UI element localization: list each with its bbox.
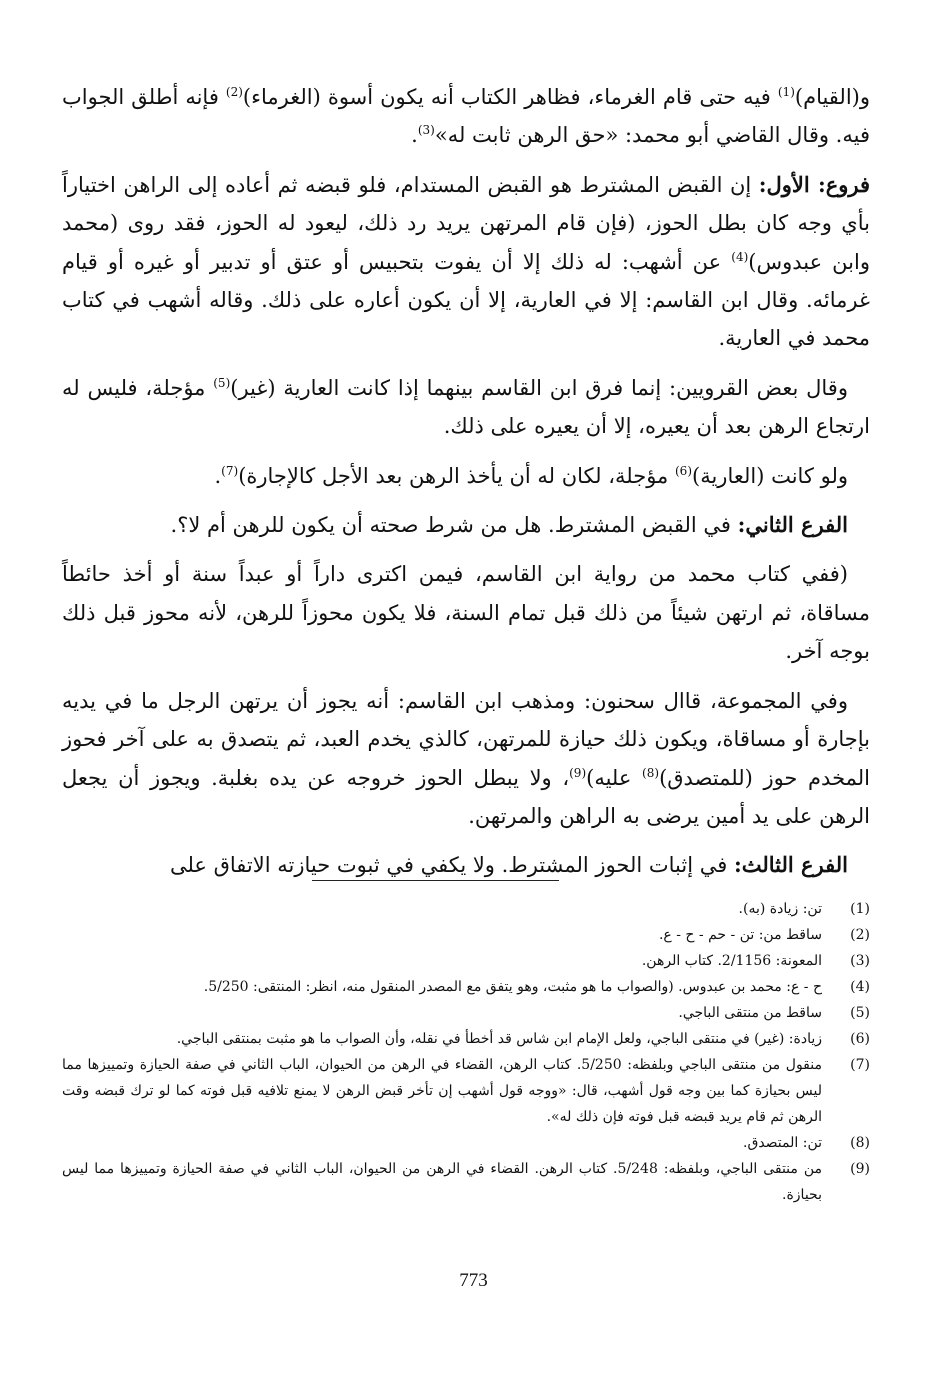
section-heading: الفرع الثاني: [737,512,848,538]
section-heading: الفرع الثالث: [733,852,848,878]
footnote-number: (9) [850,1161,870,1177]
footnote-text: زيادة: (غير) في منتقى الباجي، ولعل الإمام ابن شاس قد أخطأ في نقله، وأن الصواب ما هو مثبت بمنتقى الباجي. [176,1031,822,1047]
paragraph-8 [62,846,870,884]
footnotes [62,896,870,1208]
text-run: عليه) [586,765,643,790]
main-text [62,78,870,896]
text-run: في القبض المشترط. هل من شرط صحته أن يكون للرهن أم لا؟. [170,513,738,538]
footnote-ref-9[interactable]: (9) [569,765,587,780]
footnote-ref-3[interactable]: (3) [417,123,435,138]
footnote-text: تن: زيادة (به). [738,901,822,917]
footnote-number: (6) [850,1031,870,1047]
footnote-number: (1) [850,901,870,917]
footnote-number: (3) [850,953,870,969]
footnote-text: ساقط من منتقى الباجي. [678,1005,822,1021]
text-run: (ففي كتاب محمد من رواية ابن القاسم، فيمن اكترى داراً أو عبداً سنة أو أخذ حائطاً مساقاة، ثم ارتهن شيئاً من ذلك قبل تمام السنة، فلا يكون محوزاً للرهن، لأنه محوز قبل ذلك بوجه آخر. [62,562,870,664]
footnote-item [62,922,870,948]
paragraph-7 [62,682,870,836]
footnote-text: ساقط من: تن - حم - ح - ع. [658,927,822,943]
footnote-number: (7) [850,1057,870,1073]
footnote-number: (8) [850,1135,870,1151]
footnote-item [62,1052,870,1130]
text-run: في إثبات الحوز المشترط. ولا يكفي في ثبوت حيازته الاتفاق على [169,853,734,878]
paragraph-5 [62,506,870,544]
footnote-text: تن: المتصدق. [743,1135,822,1151]
footnote-item [62,1156,870,1208]
footnote-ref-2[interactable]: (2) [225,85,243,99]
footnote-ref-8[interactable]: (8) [642,765,660,780]
footnote-item [62,1130,870,1156]
paragraph-2 [62,166,870,358]
paragraph-1 [62,78,870,155]
footnote-item [62,896,870,922]
text-run: . [214,463,222,488]
footnote-text: من منتقى الباجي، وبلفظه: 5/248. كتاب الرهن. القضاء في الرهن من الحيوان، الباب الثاني في صفة الحيازة وتمييزها مما ليس بحيازة. [62,1161,822,1203]
text-run: فإنه أطلق الجواب فيه. وقال القاضي أبو محمد: «حق الرهن ثابت له» [62,85,870,148]
text-run: وقال بعض القرويين: إنما فرق ابن القاسم بينهما إذا كانت العارية (غير) [230,375,848,400]
text-run: إن القبض المشترط هو القبض المستدام، فلو قبضه ثم أعاده إلى الراهن اختياراً بأي وجه كان بطل الحوز، (فإن قام المرتهن يريد رد ذلك، ليعود له الحوز، فقد روى (محمد وابن عبدوس) [62,172,870,274]
footnote-item [62,974,870,1000]
text-run: ، ولا يبطل الحوز خروجه عن يده بغلبة. ويجوز أن يجعل الرهن على يد أمين يرضى به الراهن والمرتهن. [62,765,870,828]
footnote-ref-6[interactable]: (6) [674,463,692,478]
paragraph-6 [62,555,870,670]
text-run: . [411,123,418,148]
footnote-divider [312,880,559,881]
paragraph-3 [62,369,870,446]
footnote-number: (4) [850,979,870,995]
text-run: مؤجلة، فليس له ارتجاع الرهن بعد أن يعيره، إلا أن يعيره على ذلك. [62,375,870,439]
text-run: فيه حتى قام الغرماء، فظاهر الكتاب أنه يكون أسوة (الغرماء) [242,85,778,109]
footnote-number: (5) [850,1005,870,1021]
footnote-text: منقول من منتقى الباجي وبلفظه: 5/250. كتاب الرهن، القضاء في الرهن من الحيوان، الباب الثاني في صفة الحيازة وتمييزها مما ليس بحيازة كما بين وجه قول أشهب، قال: «ووجه قول أشهب إن تأخر قبض الرهن لا يمنع تلافيه قبل فوته كما لو ترك قبضه وقت الرهن ثم قام يريد قبضه قبل فوته فإن ذلك له». [62,1057,822,1125]
footnote-number: (2) [850,927,870,943]
footnote-item [62,948,870,974]
footnote-text: المعونة: 2/1156. كتاب الرهن. [641,953,822,969]
section-heading: فروع: الأول: [758,171,870,197]
footnote-item [62,1000,870,1026]
text-run: مؤجلة، لكان له أن يأخذ الرهن بعد الأجل كالإجارة) [238,463,675,488]
text-run: عن أشهب: له ذلك إلا أن يفوت بتحبيس أو عتق أو تدبير أو غيره أو قيام غرمائه. وقال ابن القاسم: إلا في العارية، إلا أن يكون أعاره على ذلك. وقاله أشهب في كتاب محمد في العارية. [62,249,870,351]
text-run: و(القيام) [794,85,870,109]
text-run: ولو كانت (العارية) [692,463,848,488]
text-run: وفي المجموعة، قاال سحنون: ومذهب ابن القاسم: أنه يجوز أن يرتهن الرجل ما في يديه بإجارة أو مساقاة، ويكون ذلك حيازة للمرتهن، كالذي يخدم العبد، ثم يتصدق به على آخر فحوز المخدم حوز (للمتصدق) [62,688,871,790]
footnote-item [62,1026,870,1052]
paragraph-4 [62,457,870,495]
footnote-ref-7[interactable]: (7) [221,463,239,478]
footnote-ref-5[interactable]: (5) [213,375,231,390]
footnote-text: ح - ع: محمد بن عبدوس. (والصواب ما هو مثبت، وهو يتفق مع المصدر المنقول منه، انظر: المنتقى: 5/250. [203,979,822,995]
footnote-ref-1[interactable]: (1) [777,85,795,99]
page-number: 773 [459,1270,488,1291]
footnote-ref-4[interactable]: (4) [731,249,749,264]
